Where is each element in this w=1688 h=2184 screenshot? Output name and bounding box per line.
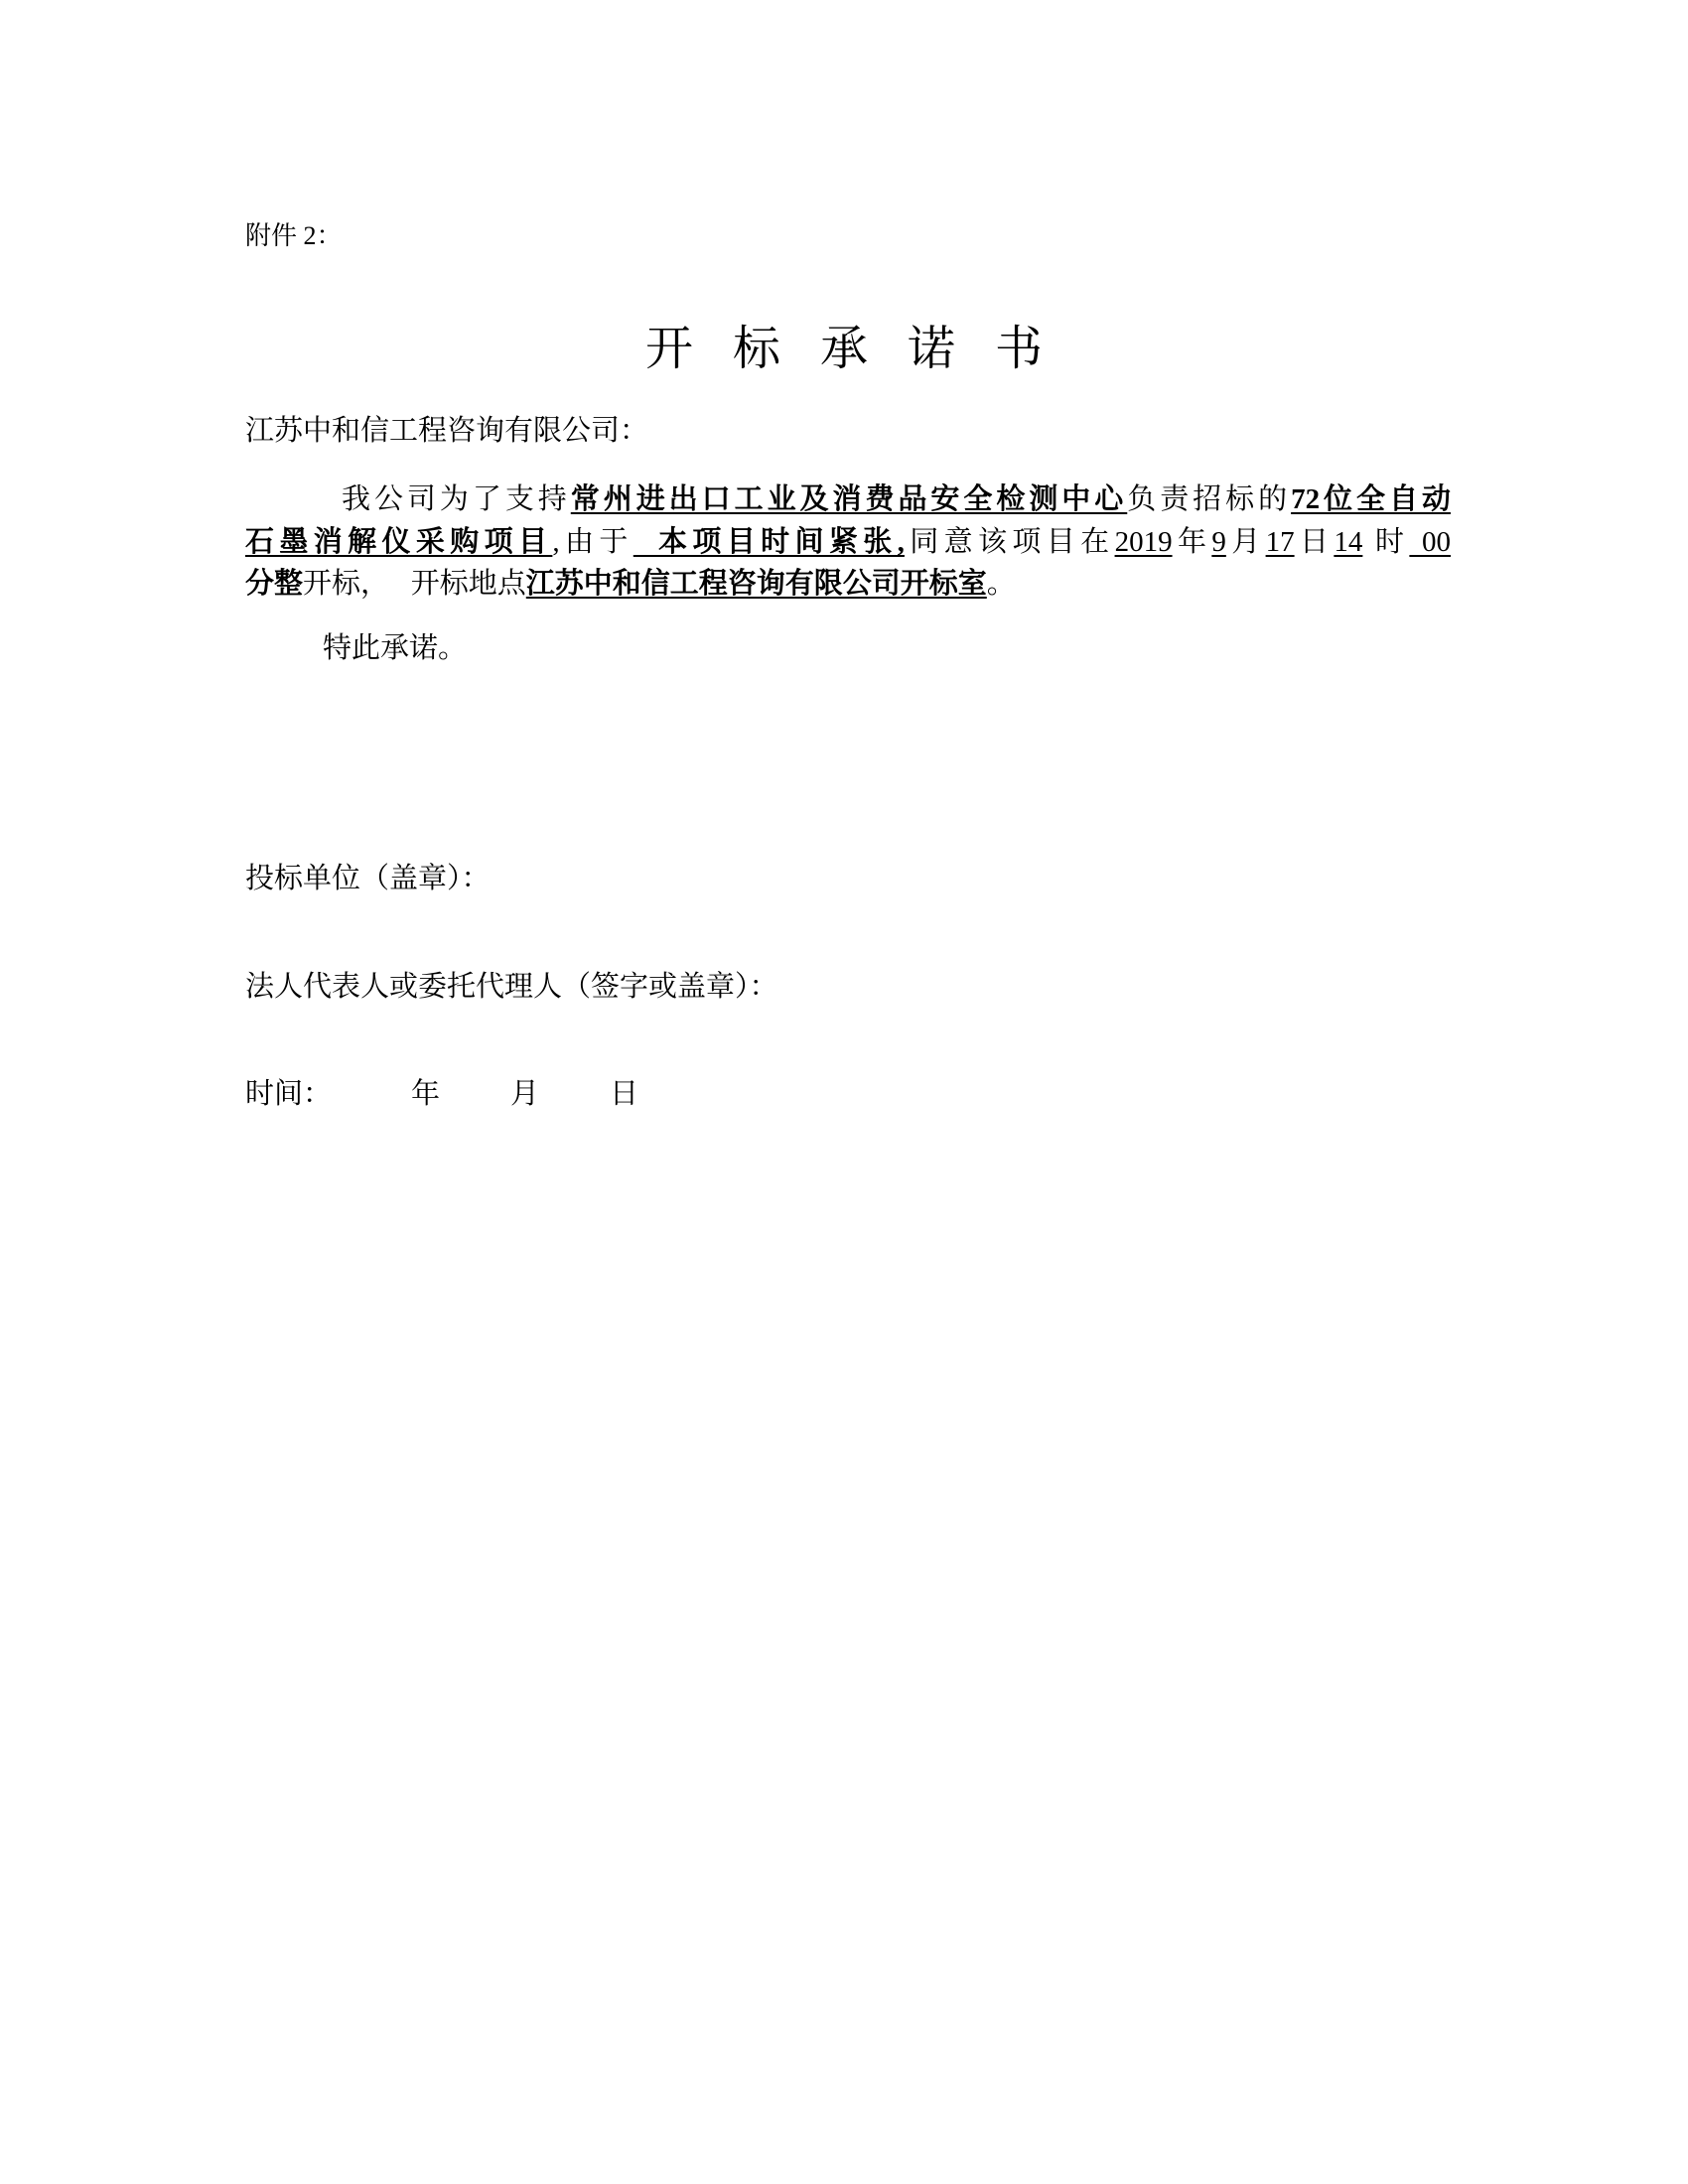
body-line-3 [245,570,1016,599]
closing: 特此承诺。 [323,632,468,664]
text: 年 [1172,526,1212,558]
project-name-part2: 石墨消解仪采购项目 [245,526,553,558]
date-year-label: 年 [411,1078,441,1110]
date-day-label: 日 [610,1078,639,1110]
text: 。 [986,568,1016,600]
date-month-label: 月 [510,1078,540,1110]
text: ,由于 [552,526,633,558]
reason: 本项目时间紧张, [633,526,905,558]
purchaser-name: 常州进出口工业及消费品安全检测中心 [570,483,1128,515]
bid-location: 江苏中和信工程咨询有限公司开标室 [525,568,987,600]
body-line-1 [245,485,1451,514]
year-value: 2019 [1114,526,1173,558]
bidder-seal-label: 投标单位（盖章）： [245,863,491,894]
text: 负责招标的 [1127,483,1292,515]
text: 同意该项目在 [904,526,1115,558]
minute-value: 00 [1409,526,1451,558]
salutation: 江苏中和信工程咨询有限公司： [245,415,649,447]
date-label: 时间： [245,1078,333,1110]
text: 月 [1225,526,1266,558]
text: 分整 [245,568,304,600]
text: 日 [1294,526,1335,558]
text: 我公司为了支持 [342,483,571,515]
document-title: 开标承诺书 [644,323,1082,375]
text: 开标， 开标地点 [303,568,526,600]
attachment-label: 附件 2： [245,221,343,250]
hour-value: 14 [1334,526,1363,558]
representative-signature-label: 法人代表人或委托代理人（签字或盖章）： [245,971,778,1003]
day-value: 17 [1265,526,1295,558]
body-line-2 [245,528,1451,557]
month-value: 9 [1211,526,1226,558]
text: 时 [1362,526,1410,558]
project-name-part1: 72位全自动 [1291,483,1451,515]
